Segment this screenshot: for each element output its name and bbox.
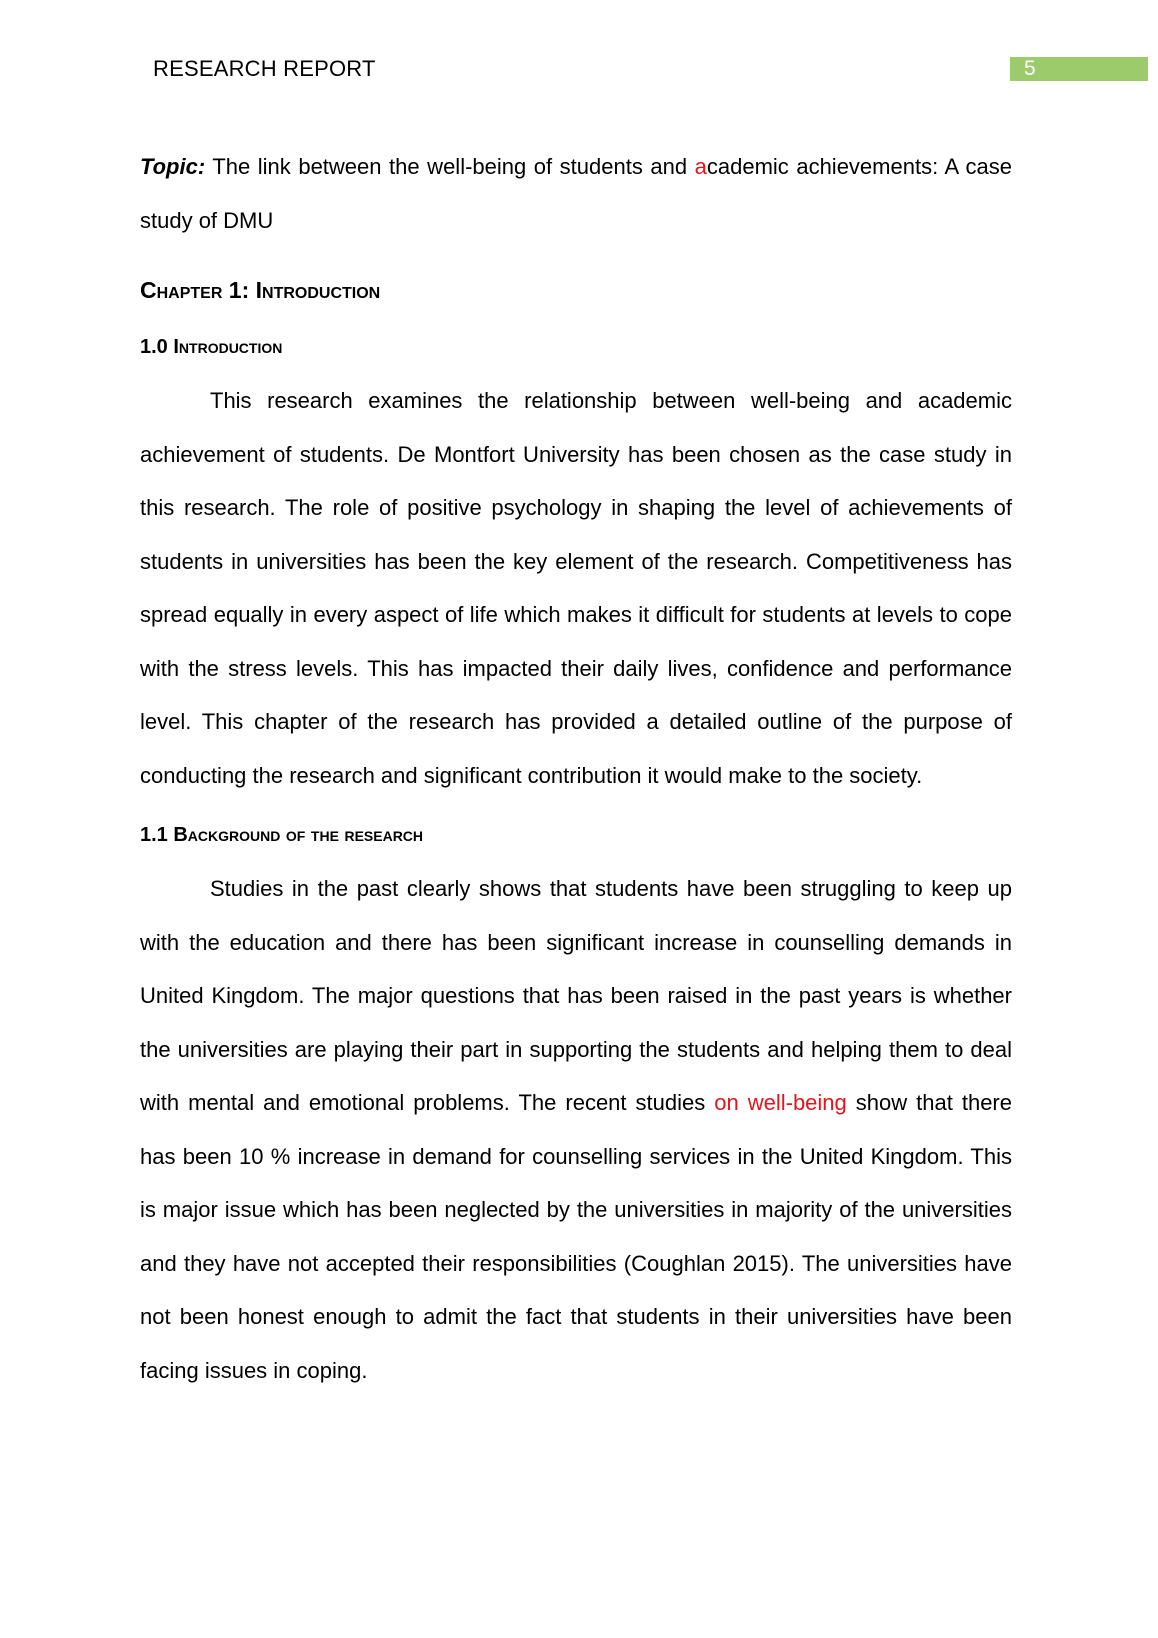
- topic-highlight-letter: a: [694, 154, 707, 179]
- topic-line: [140, 140, 1012, 248]
- paragraph-background: [140, 862, 1012, 1397]
- background-text-end: show that there has been 10 % increase in demand for counselling services in the United Kingdom. This is major issue which has been neglected by the universities in majority of the universities and they have not accepted their responsibilities (Coughlan 2015). The universities have not been honest enough to admit the fact that students in their universities have been facing issues in coping.: [140, 1090, 1012, 1383]
- running-header-title: RESEARCH REPORT: [153, 56, 376, 81]
- page-number-badge: 5: [1010, 57, 1148, 81]
- background-text-start: Studies in the past clearly shows that students have been struggling to keep up with the education and there has been significant increase in counselling demands in United Kingdom. The major questions that has been raised in the past years is whether the universities are playing their part in supporting the students and helping them to deal with mental and emotional problems. The recent studies: [140, 876, 1012, 1115]
- chapter-heading: Chapter 1: Introduction: [140, 277, 381, 303]
- section-heading-introduction: 1.0 Introduction: [140, 336, 283, 358]
- section-heading-background: 1.1 Background of the research: [140, 824, 424, 846]
- topic-text-start: The link between the well-being of students and: [205, 154, 695, 179]
- background-highlight: on well-being: [714, 1090, 847, 1115]
- paragraph-introduction: This research examines the relationship between well-being and academic achievement of students. De Montfort University has been chosen as the case study in this research. The role of positive psychology in shaping the level of achievements of students in universities has been the key element of the research. Competitiveness has spread equally in every aspect of life which makes it difficult for students at levels to cope with the stress levels. This has impacted their daily lives, confidence and performance level. This chapter of the research has provided a detailed outline of the purpose of conducting the research and significant contribution it would make to the society.: [140, 388, 1012, 788]
- topic-label: Topic:: [140, 154, 206, 179]
- document-body: [140, 140, 1012, 1397]
- topic-text-end: cademic achievements: A case study of DMU: [140, 154, 1012, 233]
